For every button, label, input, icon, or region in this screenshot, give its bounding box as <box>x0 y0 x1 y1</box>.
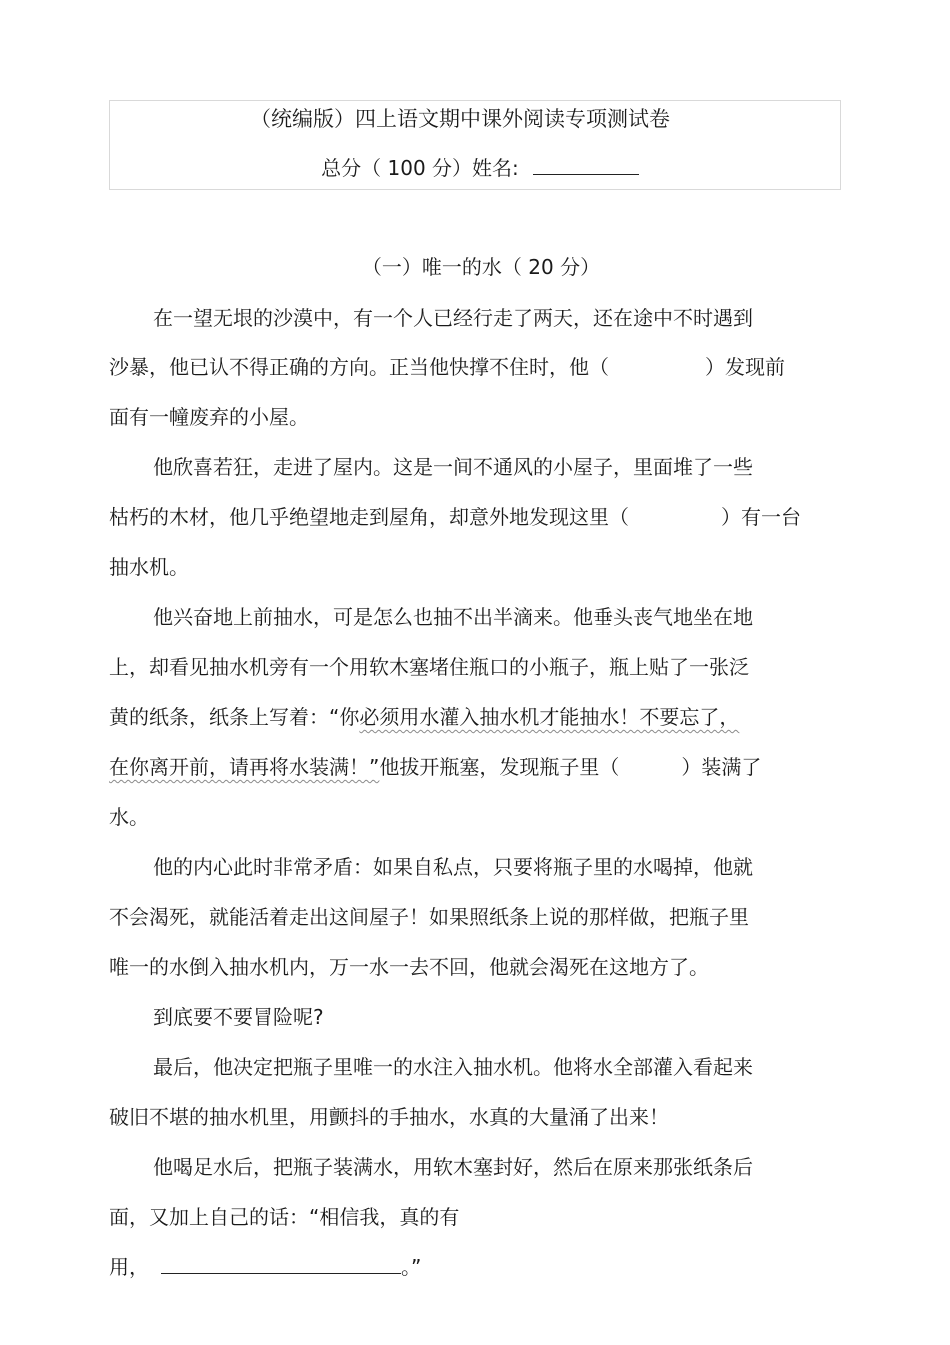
passage-line: 他的内心此时非常矛盾：如果自私点，只要将瓶子里的水喝掉，他就 <box>153 855 753 879</box>
passage-line: 他欣喜若狂，走进了屋内。这是一间不通风的小屋子，里面堆了一些 <box>153 455 753 479</box>
passage-text: ）有一台 <box>721 505 801 529</box>
passage-line <box>109 353 785 381</box>
passage-text: 。” <box>401 1255 422 1279</box>
passage-line: 水。 <box>109 805 149 829</box>
passage-text: 沙暴，他已认不得正确的方向。正当他快撑不住时，他（ <box>109 355 609 379</box>
passage-line: 他兴奋地上前抽水，可是怎么也抽不出半滴来。他垂头丧气地坐在地 <box>153 605 753 629</box>
passage-line <box>109 503 801 531</box>
passage-line: 抽水机。 <box>109 555 189 579</box>
passage-line: 在一望无垠的沙漠中，有一个人已经行走了两天，还在途中不时遇到 <box>153 306 753 330</box>
test-header <box>109 100 841 190</box>
passage-line: 上，却看见抽水机旁有一个用软木塞堵住瓶口的小瓶子，瓶上贴了一张泛 <box>109 655 749 679</box>
passage-line: 面，又加上自己的话：“相信我，真的有 <box>109 1205 460 1229</box>
passage-text: 黄的纸条，纸条上写着：“你 <box>109 705 360 729</box>
passage-line: 唯一的水倒入抽水机内，万一水一去不回，他就会渴死在这地方了。 <box>109 955 709 979</box>
passage-line <box>109 753 761 781</box>
passage-text: ）装满了 <box>681 755 762 779</box>
passage-text: 用， <box>109 1255 149 1279</box>
score-name-line <box>110 154 840 182</box>
section-title: （一）唯一的水（ 20 分） <box>361 255 601 279</box>
wavy-underlined-text: 在你离开前，请再将水装满！” <box>109 755 380 779</box>
passage-line: 面有一幢废弃的小屋。 <box>109 405 309 429</box>
name-blank <box>533 156 639 175</box>
score-label: 总分（ 100 分）姓名: <box>321 156 519 180</box>
passage-text: 他拔开瓶塞，发现瓶子里（ <box>379 755 620 779</box>
passage-text: ）发现前 <box>705 355 785 379</box>
passage-line <box>109 1253 421 1281</box>
passage-line: 最后，他决定把瓶子里唯一的水注入抽水机。他将水全部灌入看起来 <box>153 1055 753 1079</box>
passage-line: 破旧不堪的抽水机里，用颤抖的手抽水，水真的大量涌了出来！ <box>109 1105 669 1129</box>
passage-line: 他喝足水后，把瓶子装满水，用软木塞封好，然后在原来那张纸条后 <box>153 1155 753 1179</box>
passage-line: 不会渴死，就能活着走出这间屋子！如果照纸条上说的那样做，把瓶子里 <box>109 905 749 929</box>
passage-line <box>109 703 739 731</box>
passage-text: 枯朽的木材，他几乎绝望地走到屋角，却意外地发现这里（ <box>109 505 629 529</box>
wavy-underlined-text: 必须用水灌入抽水机才能抽水！不要忘了， <box>359 705 740 729</box>
answer-blank <box>161 1255 401 1274</box>
test-title: （统编版）四上语文期中课外阅读专项测试卷 <box>250 107 670 131</box>
passage-line: 到底要不要冒险呢? <box>153 1005 324 1029</box>
